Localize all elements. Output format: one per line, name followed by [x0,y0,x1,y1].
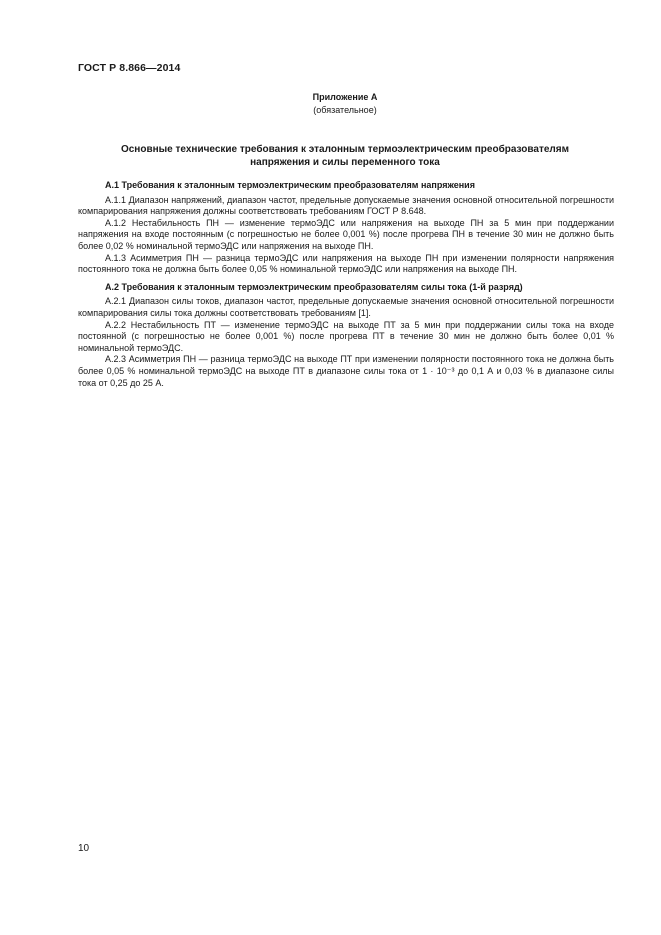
appendix-status: (обязательное) [313,105,377,115]
main-title-line-1: Основные технические требования к эталонным термоэлектрическим преобразователям [120,144,570,155]
main-title [78,143,612,169]
paragraph-a1-1: А.1.1 Диапазон напряжений, диапазон частот, предельные допускаемые значения основной относительной погрешности компарирования напряжения должны соответствовать требованиям ГОСТ Р 8.648. [78,194,614,217]
paragraph-a2-3: А.2.3 Асимметрия ПН — разница термоЭДС на выходе ПТ при изменении полярности постоянного тока не должна быть более 0,05 % номинальной термоЭДС на выходе ПТ в диапазоне силы тока от 1 · 10⁻³ до 0,1 А и 0,03 % в диапазоне силы тока от 0,25 до 25 А. [78,354,614,388]
appendix-heading [78,91,612,117]
paragraph-a2-2: А.2.2 Нестабильность ПТ — изменение термоЭДС на выходе ПТ за 5 мин при поддержании силы тока на входе постоянной (с погрешностью не более 0,001 %) после прогрева ПТ в течение 30 мин не должно быть более 0,01 % номинальной термоЭДС. [78,319,614,353]
section-heading-a1: А.1 Требования к эталонным термоэлектрическим преобразователям напряжения [105,180,475,190]
document-body [78,180,614,389]
appendix-title: Приложение А [312,92,378,102]
page-number: 10 [78,843,90,854]
paragraph-a2-1: А.2.1 Диапазон силы токов, диапазон частот, предельные допускаемые значения основной относительной погрешности компарирования силы тока должны соответствовать требованиям [1]. [78,296,614,318]
paragraph-a1-2: А.1.2 Нестабильность ПН — изменение термоЭДС или напряжения на выходе ПН за 5 мин при поддержании напряжения на входе постоянным (с погрешностью не более 0,001 %) после прогрева ПН в течение 30 мин не должно быть более 0,02 % номинальной термоЭДС или напряжения на выходе ПН. [78,217,614,251]
standard-code: ГОСТ Р 8.866—2014 [78,62,181,74]
section-heading-a2: А.2 Требования к эталонным термоэлектрическим преобразователям силы тока (1-й разряд) [105,281,523,292]
main-title-line-2: напряжения и силы переменного тока [250,157,440,168]
paragraph-a1-3: А.1.3 Асимметрия ПН — разница термоЭДС или напряжения на выходе ПН при изменении полярности напряжения постоянного тока не должна быть более 0,05 % номинальной термоЭДС или напряжения на выходе ПН. [78,252,614,275]
